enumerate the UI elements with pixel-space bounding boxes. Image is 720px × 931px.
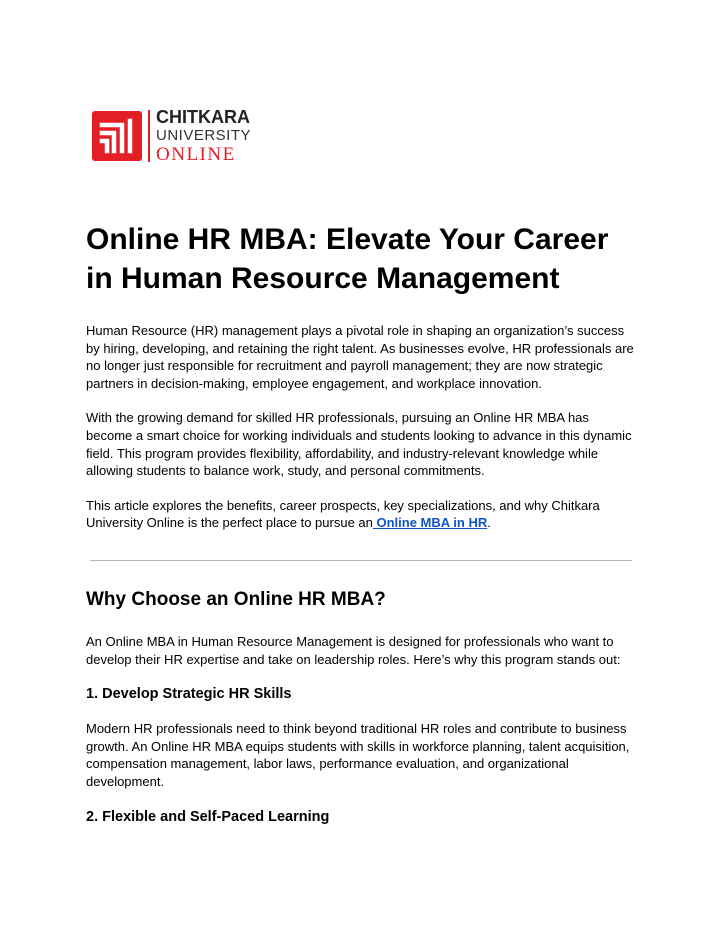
logo-mark-icon	[92, 111, 142, 161]
explore-text: This article explores the benefits, career prospects, key specializations, and why Chitkara University Online is the perfect place to pursue an	[86, 497, 600, 531]
explore-paragraph	[86, 497, 638, 532]
explore-text-end: .	[487, 515, 491, 531]
subheading-strategic-hr-skills: 1. Develop Strategic HR Skills	[86, 686, 292, 703]
online-mba-in-hr-link[interactable]: Online MBA in HR	[372, 515, 488, 531]
logo-divider	[148, 110, 150, 162]
section-intro: An Online MBA in Human Resource Management is designed for professionals who want to develop their HR expertise and take on leadership roles. Here’s why this program stands out:	[86, 633, 621, 667]
logo-text-university: UNIVERSITY	[156, 127, 252, 144]
subheading-flexible-learning: 2. Flexible and Self-Paced Learning	[86, 808, 330, 825]
logo-text-online: ONLINE	[156, 144, 236, 165]
logo-text-chitkara: CHITKARA	[156, 107, 250, 127]
intro-paragraph-2: With the growing demand for skilled HR professionals, pursuing an Online HR MBA has become a smart choice for working individuals and students looking to advance in this dynamic field. This program provides flexibility, affordability, and industry-relevant knowledge while allowing students to balance work, study, and personal commitments.	[86, 410, 632, 479]
section-divider	[90, 560, 632, 561]
strategic-hr-skills-paragraph: Modern HR professionals need to think beyond traditional HR roles and contribute to business growth. An Online HR MBA equips students with skills in workforce planning, talent acquisition, compensation management, labor laws, performance evaluation, and organizational development.	[86, 721, 630, 789]
intro-paragraph-1: Human Resource (HR) management plays a pivotal role in shaping an organization’s success by hiring, developing, and retaining the right talent. As businesses evolve, HR professionals are no longer just responsible for recruitment and payroll management; they are now strategic partners in decision-making, employee engagement, and workplace innovation.	[86, 323, 634, 391]
section-heading: Why Choose an Online HR MBA?	[86, 588, 386, 610]
article	[86, 220, 638, 843]
page-title: Online HR MBA: Elevate Your Career in Human Resource Management	[86, 223, 609, 295]
chitkara-logo	[92, 108, 251, 164]
logo-wordmark	[156, 108, 251, 164]
